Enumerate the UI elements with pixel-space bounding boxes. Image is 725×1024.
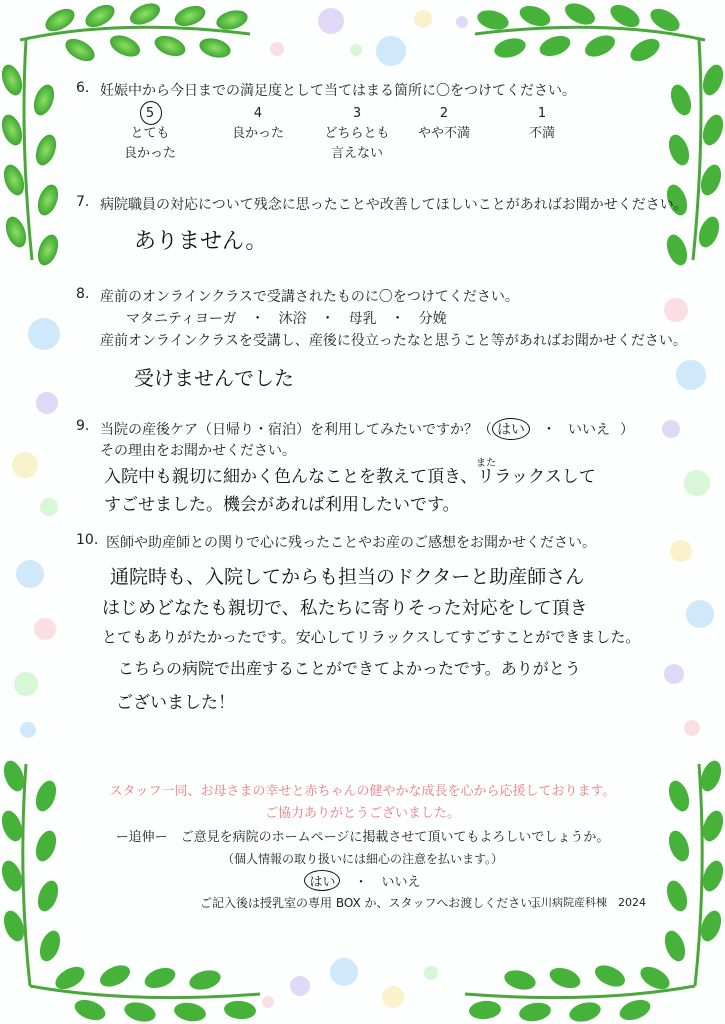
privacy-note: （個人情報の取り扱いには細心の注意を払います。） [221,852,504,866]
q6-option-3[interactable] [312,104,402,164]
decor-dot [270,42,284,56]
decor-dot [686,600,714,628]
q7-answer[interactable]: ありません。 [134,229,268,254]
q10-answer-line[interactable]: はじめどなたも親切で、私たちに寄りそった対応をして頂き [102,598,588,619]
leaf-vine-top-right [455,0,725,270]
q6-question: 妊娠中から今日までの満足度として当てはまる箇所に〇をつけてください。 [100,83,576,99]
decor-dot [28,318,60,350]
q6-option-1-label: 不満 [528,126,555,141]
q9-yes-option[interactable]: はい [492,418,530,440]
decor-dot [36,392,58,414]
q8-number: 8. [76,286,90,302]
q6-option-5-number: 5 [145,106,155,121]
decor-dot [414,10,432,28]
decor-dot [40,498,58,516]
q7-question: 病院職員の対応について残念に思ったことや改善してほしいことがあればお聞かせください。 [100,197,688,213]
q7-number: 7. [76,194,90,210]
decor-dot [684,470,710,496]
decor-dot [684,720,700,736]
postscript: ー追伸ー ご意見を病院のホームページに掲載させて頂いてもよろしいでしょうか。 [115,830,610,845]
q6-option-3-label: どちらとも [324,126,390,141]
q9-no-option[interactable]: いいえ [568,422,610,438]
decor-dot [318,8,344,34]
q9-question-suffix: ） [620,422,634,438]
q6-option-2-number: 2 [439,106,449,121]
q6-option-1-number: 1 [537,106,547,121]
q10-answer-line[interactable]: こちらの病院で出産することができてよかったです。ありがとう [118,659,581,678]
decor-dot [664,298,688,322]
decor-dot [382,986,404,1008]
submit-instruction: ご記入後は授乳室の専用 BOX か、スタッフへお渡しください。 [200,896,545,910]
q8-sub-question: 産前オンラインクラスを受講し、産後に役立ったなと思うこと等があればお聞かせください。 [100,333,687,349]
q6-option-3-label2: 言えない [330,146,383,161]
thanks-message-2: ご協力ありがとうございました。 [264,806,460,821]
q8-answer[interactable]: 受けませんでした [134,366,294,390]
hospital-name: 玉川病院産科棟 2024 [530,896,646,909]
thanks-message: スタッフ一同、お母さまの幸せと赤ちゃんの健やかな成長を心から応援しております。 [109,784,616,799]
q10-question: 医師や助産師との関りで心に残ったことやお産のご感想をお聞かせください。 [106,535,596,551]
q6-option-2[interactable] [404,104,484,144]
q6-option-2-label: やや不満 [417,126,470,141]
publish-consent [0,870,725,891]
decor-dot [290,976,310,996]
q6-number: 6. [76,80,90,96]
q9-separator: ・ [542,422,556,438]
decor-dot [20,722,36,738]
decor-dot [16,560,44,588]
q9-question-prefix: 当院の産後ケア（日帰り・宿泊）を利用してみたいですか？（ [100,422,492,438]
q10-answer-line[interactable]: とてもありがたかったです。安心してリラックスしてすごすことができました。 [102,628,641,646]
decor-dot [670,540,692,562]
q10-number: 10. [76,532,99,548]
decor-dot [424,966,438,980]
q8-question: 産前のオンラインクラスで受講されたものに〇をつけてください。 [100,289,519,305]
decor-dot [350,44,362,56]
publish-no-option[interactable]: いいえ [381,875,421,890]
decor-dot [376,36,406,66]
q6-option-4-label: 良かった [231,126,284,141]
decor-dot [14,672,38,696]
q9-answer-line2[interactable]: すごせました。機会があれば利用したいです。 [104,495,460,515]
decor-dot [676,360,706,390]
q6-option-4-number: 4 [253,106,263,121]
q10-answer-line[interactable]: 通院時も、入院してからも担当のドクターと助産師さん [110,566,585,588]
q8-options[interactable]: マタニティヨーガ ・ 沐浴 ・ 母乳 ・ 分娩 [126,311,447,327]
q6-option-5-label: とても [130,126,170,141]
q6-selected-circle [140,101,162,125]
publish-separator: ・ [354,875,368,890]
q9-answer-line1[interactable]: 入院中も親切に細かく色んなことを教えて頂き、リラックスして [104,467,596,487]
decor-dot [664,664,684,684]
q9-number: 9. [76,418,90,434]
q9-question [100,418,634,440]
q6-option-1[interactable] [502,104,582,144]
publish-yes-option[interactable]: はい [304,870,340,891]
q9-sub-question: その理由をお聞かせください。 [100,443,296,459]
q10-answer-line[interactable]: ございました！ [116,693,235,713]
q6-option-5-label2: 良かった [123,146,176,161]
decor-dot [662,420,680,438]
decor-dot [34,618,56,640]
q9-answer-insert: また [476,458,496,469]
decor-dot [12,452,38,478]
q6-option-4[interactable] [218,104,298,144]
q6-option-3-number: 3 [352,106,362,121]
decor-dot [330,958,358,986]
